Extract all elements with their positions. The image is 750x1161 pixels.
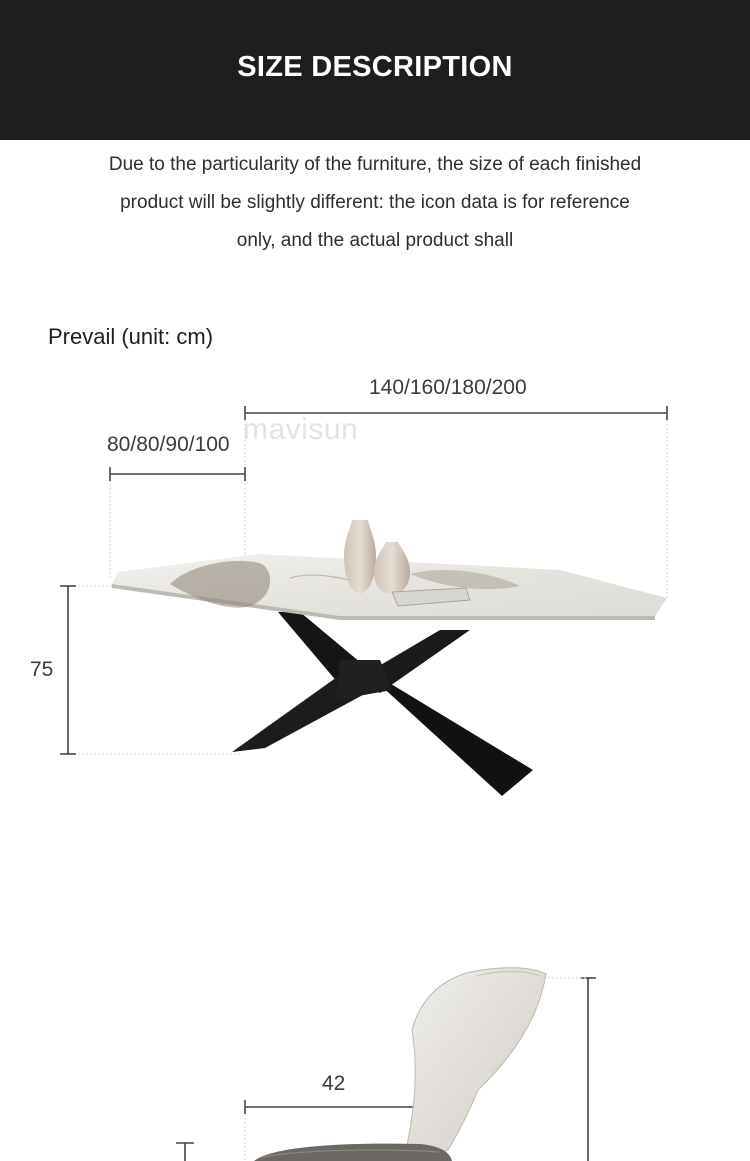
chair bbox=[254, 968, 546, 1161]
chair-height-dimension bbox=[580, 978, 596, 1161]
table-height-label: 75 bbox=[30, 658, 54, 681]
chair-seat-width-dimension bbox=[245, 1100, 417, 1114]
table-width-label: 80/80/90/100 bbox=[107, 433, 230, 456]
unit-label: Prevail (unit: cm) bbox=[48, 324, 214, 349]
table-base bbox=[232, 612, 533, 796]
section-title: SIZE DESCRIPTION bbox=[237, 50, 513, 83]
description-line: product will be slightly different: the icon data is for reference bbox=[120, 192, 630, 213]
description-line: Due to the particularity of the furniture, the size of each finished bbox=[108, 154, 642, 175]
table-length-label: 140/160/180/200 bbox=[369, 376, 527, 399]
table-height-dimension bbox=[60, 586, 76, 754]
table-width-dimension bbox=[110, 467, 245, 481]
chair-seat-height-dimension bbox=[176, 1143, 194, 1161]
description-line: only, and the actual product shall bbox=[236, 230, 514, 251]
watermark: mavisun bbox=[243, 413, 359, 446]
chair-seat-width-label: 42 bbox=[322, 1072, 346, 1095]
